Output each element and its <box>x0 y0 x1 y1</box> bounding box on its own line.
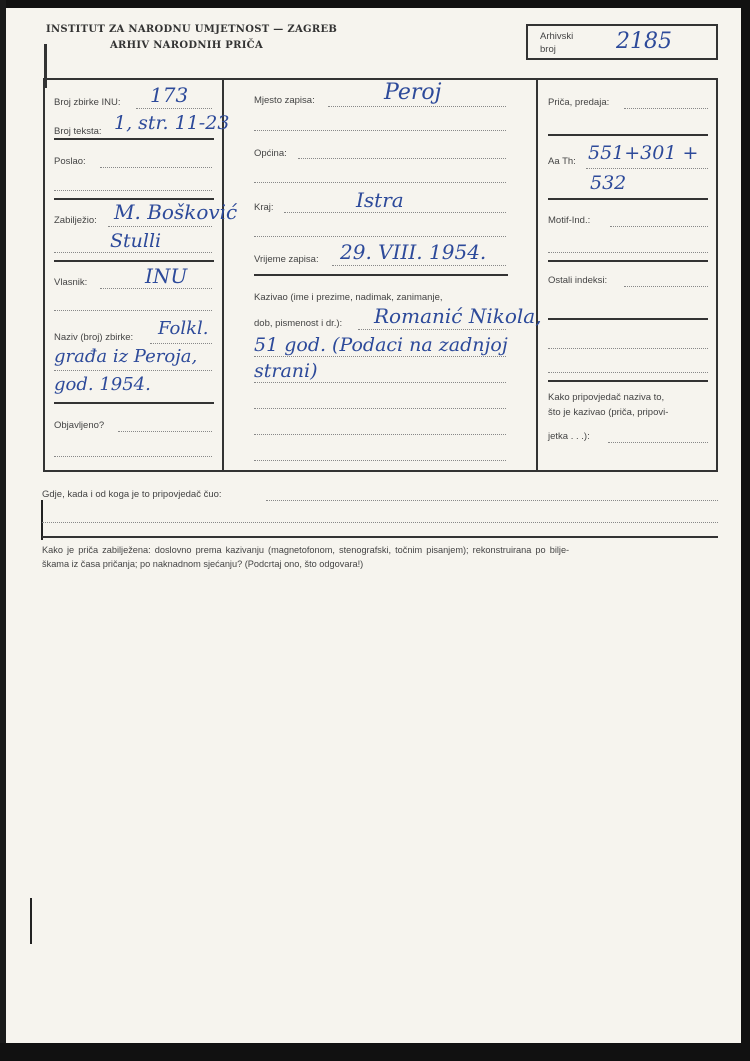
archive-number-label: Arhivski <box>540 31 574 42</box>
dotted-line <box>254 460 506 461</box>
dotted-line <box>54 456 212 457</box>
dotted-line <box>108 226 212 227</box>
other-indexes-label: Ostali indeksi: <box>548 275 608 286</box>
narrator-value: Romanić Nikola, <box>374 304 542 328</box>
place-label: Mjesto zapisa: <box>254 95 315 106</box>
dotted-line <box>586 168 708 169</box>
collection-number-value: 173 <box>150 83 189 107</box>
recording-method-text: škama iz časa pričanja; po naknadnom sjećanju? (Podcrtaj ono, što odgovara!) <box>42 559 364 569</box>
collection-number-label: Broj zbirke INU: <box>54 97 121 108</box>
dotted-line <box>254 434 506 435</box>
aath-value: 551+301 + <box>588 142 699 164</box>
archive-number-box <box>526 24 718 60</box>
dotted-line <box>608 442 708 443</box>
dotted-line <box>54 370 212 371</box>
aath-label: Aa Th: <box>548 156 576 167</box>
place-value: Peroj <box>384 80 442 105</box>
dotted-line <box>100 288 212 289</box>
dotted-line <box>548 348 708 349</box>
field-separator <box>548 260 708 262</box>
recorded-by-value: Stulli <box>110 230 162 252</box>
column-divider <box>222 78 224 472</box>
dotted-line <box>150 343 212 344</box>
dotted-line <box>54 190 212 191</box>
dotted-line <box>266 500 718 501</box>
narrator-term-label: jetka . . .): <box>548 431 590 442</box>
time-label: Vrijeme zapisa: <box>254 254 319 265</box>
field-separator <box>254 274 508 276</box>
region-label: Kraj: <box>254 202 274 213</box>
dotted-line <box>42 522 718 523</box>
dotted-line <box>254 408 506 409</box>
scan-edge-top <box>0 0 750 8</box>
scan-edge-right <box>741 0 750 1061</box>
narrator-value: strani) <box>254 360 318 382</box>
dotted-line <box>284 212 506 213</box>
dotted-line <box>254 236 506 237</box>
narrator-value: 51 god. (Podaci na zadnjoj <box>254 334 508 356</box>
aath-value: 532 <box>590 172 627 194</box>
dotted-line <box>54 252 212 253</box>
collection-name-label: Naziv (broj) zbirke: <box>54 332 134 343</box>
dotted-line <box>254 130 506 131</box>
recorded-by-value: M. Bošković <box>114 200 238 224</box>
text-number-label: Broj teksta: <box>54 126 102 137</box>
dotted-line <box>624 108 708 109</box>
recording-method-text: Kako je priča zabilježena: doslovno prema kazivanju (magnetofonom, stenografski, točnim pisanjem); rekonstruirana po bilje- <box>42 545 570 555</box>
collection-name-value: građa iz Peroja, <box>54 346 198 367</box>
dotted-line <box>328 106 506 107</box>
archive-number-value: 2185 <box>616 29 672 54</box>
field-separator <box>548 198 708 200</box>
dotted-line <box>254 382 506 383</box>
narrator-label: dob, pismenost i dr.): <box>254 318 343 329</box>
story-label: Priča, predaja: <box>548 97 610 108</box>
scan-edge-left <box>0 0 6 1061</box>
owner-label: Vlasnik: <box>54 277 88 288</box>
dotted-line <box>624 286 708 287</box>
column-divider <box>536 78 538 472</box>
dotted-line <box>298 158 506 159</box>
scan-mark <box>30 898 32 944</box>
section-separator <box>42 536 718 538</box>
published-label: Objavljeno? <box>54 420 105 431</box>
sent-by-label: Poslao: <box>54 156 86 167</box>
motif-index-label: Motif-Ind.: <box>548 215 591 226</box>
field-separator <box>54 138 214 140</box>
scan-edge-bottom <box>0 1043 750 1061</box>
municipality-label: Općina: <box>254 148 287 159</box>
text-number-value: 1, str. 11-23 <box>114 112 230 134</box>
institute-title: INSTITUT ZA NARODNU UMJETNOST — ZAGREB <box>46 24 338 35</box>
scan-mark <box>41 500 43 540</box>
dotted-line <box>548 252 708 253</box>
dotted-line <box>254 182 506 183</box>
dotted-line <box>610 226 708 227</box>
field-separator <box>548 380 708 382</box>
collection-name-value: god. 1954. <box>54 374 151 395</box>
narrator-label: Kazivao (ime i prezime, nadimak, zanimanje, <box>254 292 443 303</box>
field-separator <box>548 134 708 136</box>
archive-number-label: broj <box>540 44 556 55</box>
owner-value: INU <box>145 264 188 288</box>
field-separator <box>54 260 214 262</box>
collection-name-value: Folkl. <box>158 318 209 339</box>
where-heard-label: Gdje, kada i od koga je to pripovjedač čuo: <box>42 489 222 500</box>
field-separator <box>54 402 214 404</box>
narrator-term-label: što je kazivao (priča, pripovi- <box>548 407 669 418</box>
field-separator <box>548 318 708 320</box>
region-value: Istra <box>356 188 404 212</box>
dotted-line <box>118 431 212 432</box>
time-value: 29. VIII. 1954. <box>340 240 487 264</box>
archive-title: ARHIV NARODNIH PRIČA <box>110 40 264 51</box>
narrator-term-label: Kako pripovjedač naziva to, <box>548 392 665 403</box>
dotted-line <box>54 310 212 311</box>
dotted-line <box>136 108 212 109</box>
dotted-line <box>254 356 506 357</box>
dotted-line <box>358 329 506 330</box>
recorded-by-label: Zabilježio: <box>54 215 97 226</box>
dotted-line <box>100 167 212 168</box>
dotted-line <box>548 372 708 373</box>
dotted-line <box>332 265 506 266</box>
